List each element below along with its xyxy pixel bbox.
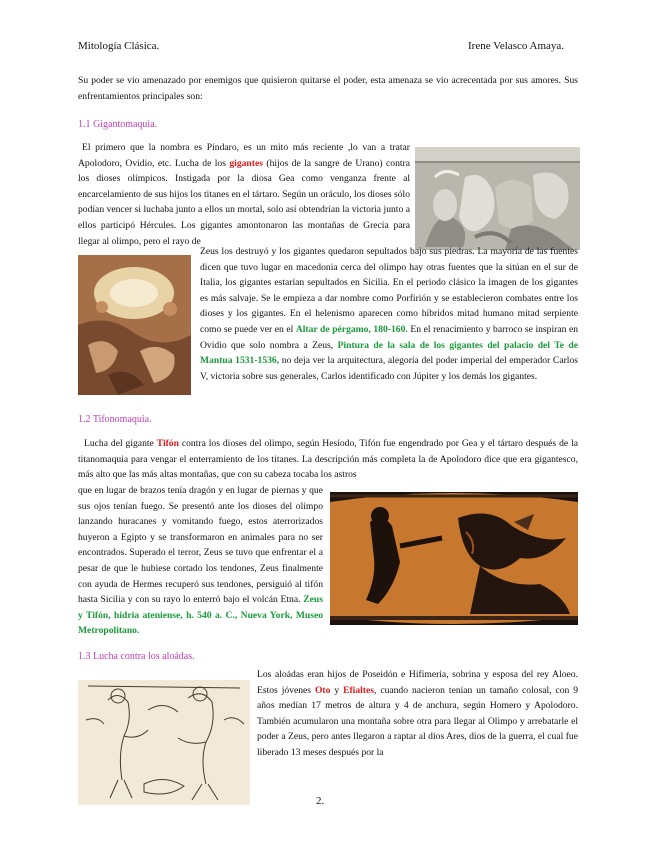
altar-pergamo-caption: Altar de pérgamo, 180-160.	[295, 323, 408, 335]
sala-gigantes-fresco-image	[78, 255, 191, 395]
header-right: Irene Velasco Amaya.	[468, 40, 565, 52]
header-left: Mitología Clásica.	[78, 40, 160, 52]
aloadas-paragraph: Los aloádas eran hijos de Poseidón e Hifimeria, sobrina y esposa del rey Aloeo. Estos jóvenes Oto y Efialtes, cuando nacieron tenían un tamaño colosal, con 9 años medían 17 metros de altura y 4 de anchura, según Homero y Apolodoro. También acumularon una montaña sobre otra para llegar al Olimpo y arrebatarle el poder a Zeus, pero antes llegaron a raptar al dios Ares, dios de la guerra, el cual fue liberado 13 meses después por la	[257, 669, 579, 758]
zeus-tifon-caption: Zeus y Tifón, hidria ateniense, h. 540 a. C., Nueva York, Museo Metropolitano	[78, 594, 323, 637]
section-heading-aloadas: 1.3 Lucha contra los aloádas.	[78, 651, 195, 662]
oto-highlight: Oto	[314, 684, 331, 696]
page-number: 2.	[316, 795, 325, 807]
aloadas-sketch-picture	[78, 680, 250, 805]
zeus-tifon-hydria-image	[330, 492, 578, 625]
fresco-picture	[78, 255, 191, 395]
pergamon-altar-image	[415, 147, 580, 250]
gigantomaquia-paragraph-2: Zeus los destruyó y los gigantes quedaron sepultados bajo sus piedras. La mayoría de las fuentes dicen que tuvo lugar en macedonia cerca del olimpo hay otras fuentes que la sitúan en el sur de Italia, los gigantes estarían sepultados en Sicilia. En el periodo clásico la imagen de los gigantes es más salvaje. Se le empieza a dar nombre como Porfirión y se establecieron combates entre los dioses y los gigantes. En el helenismo aparecen como híbridos mitad humano mitad serpiente como se puede ver en el Altar de pérgamo, 180-160. En el renacimiento y barroco se inspiran en Ovidio que solo nombra a Zeus, Pintura de la sala de los gigantes del palacio del Te de Mantua 1531-1536, no deja ver la arquitectura, alegoría del poder imperial del emperador Carlos V, victoria sobre sus generales, Carlos identificado con Júpiter y los demás los gigantes.	[200, 246, 578, 382]
tifon-highlight: Tifón	[156, 438, 179, 449]
tifonomaquia-paragraph-1: Lucha del gigante Tifón contra los dioses del olimpo, según Hesíodo, Tifón fue engendrado por Gea y el tártaro después de la titanomaquia para vengar el enterramiento de los titanes. La descripción más completa la de Apolodoro dice que era gigantesco, más alto que las más altas montañas, que con su cabeza tocaba los astros	[78, 438, 578, 481]
pergamon-relief-picture	[415, 147, 580, 250]
efialtes-highlight: Efialtes	[343, 684, 374, 696]
aloadas-sketch-image	[78, 680, 250, 805]
pintura-sala-gigantes-caption: Pintura de la sala de los gigantes del palacio del Te de Mantua 1531-1536,	[200, 339, 578, 367]
hydria-picture	[330, 492, 578, 625]
intro-paragraph: Su poder se vio amenazado por enemigos que quisieron quitarse el poder, esta amenaza se vio acrecentada por sus amores. Sus enfrentamientos principales son:	[78, 75, 578, 102]
section-heading-gigantomaquia: 1.1 Gigantomaquia.	[78, 119, 158, 130]
gigantes-highlight: gigantes	[229, 157, 263, 169]
tifonomaquia-paragraph-2: que en lugar de brazos tenía dragón y en lugar de piernas y que sus ojos tenían fuego. Se presentó ante los dioses del olimpo lanzando huracanes y vomitando fuego, estos aterrorizados huyeron a Egipto y se transformaron en animales para no ser encontrados. Superado el terror, Zeus se tuvo que enfrentar el a pesar de que le hubiese cortado los tendones, Zeus finalmente con ayuda de Hermes recuperó sus tendones, persiguió al tifón hasta Sicilia y con su rayo lo enterró bajo el volcán Etna. Zeus y Tifón, hidria ateniense, h. 540 a. C., Nueva York, Museo Metropolitano.	[78, 485, 323, 637]
section-heading-tifonomaquia: 1.2 Tifonomaquia.	[78, 414, 152, 425]
gigantomaquia-paragraph-1: El primero que la nombra es Píndaro, es un mito más reciente ,lo van a tratar Apolodoro, Ovidio, etc. Lucha de los gigantes (hijos de la sangre de Urano) contra los dioses olímpicos. Instigada por la diosa Gea como venganza frente al encarcelamiento de sus hijos los titanes en el tártaro. Según un oráculo, los dioses sólo podían vencer si luchaba junto a ellos un mortal, solo así obtendrían la victoria junto a ellos participó Hércules. Los gigantes amontonaron las montañas de Grecia para llegar al olimpo, pero el rayo de	[78, 142, 410, 247]
